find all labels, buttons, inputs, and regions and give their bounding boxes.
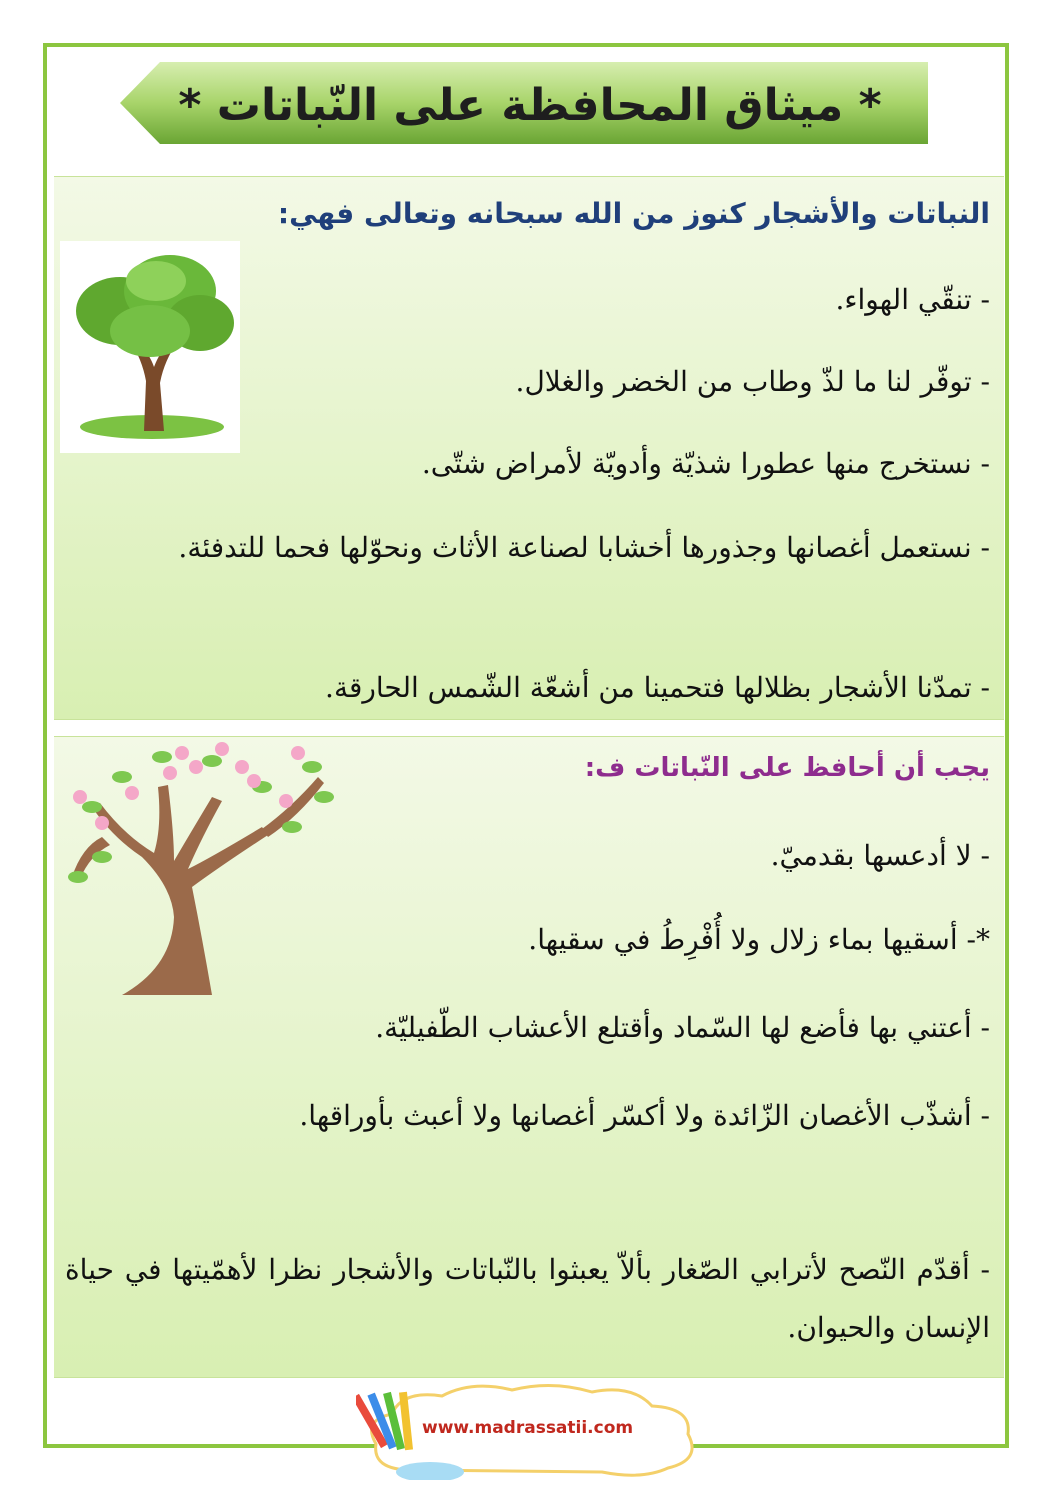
- website-link[interactable]: www.madrassatii.com: [422, 1418, 634, 1438]
- duty-item: - أشذّب الأغصان الزّائدة ولا أكسّر أغصانها ولا أعبث بأوراقها.: [299, 1099, 990, 1132]
- duty-item: - لا أدعسها بقدميّ.: [770, 839, 990, 872]
- duty-item: - أعتني بها فأضع لها السّماد وأقتلع الأعشاب الطّفيليّة.: [375, 1011, 990, 1044]
- benefits-section: [54, 176, 1004, 720]
- benefit-item: - نستعمل أغصانها وجذورها أخشابا لصناعة الأثاث ونحوّلها فحما للتدفئة.: [178, 531, 990, 564]
- duties-section: [54, 736, 1004, 1378]
- benefits-heading: النباتات والأشجار كنوز من الله سبحانه وتعالى فهي:: [277, 197, 990, 230]
- benefit-item: - نستخرج منها عطورا شذيّة وأدويّة لأمراض شتّى.: [421, 447, 990, 480]
- tree-icon: [60, 241, 240, 453]
- benefit-item: - تمدّنا الأشجار بظلالها فتحمينا من أشعّة الشّمس الحارقة.: [325, 671, 990, 704]
- duty-item: - أقدّم النّصح لأترابي الصّغار بألاّ يعبثوا بالنّباتات والأشجار نظرا لأهمّيتها في حياة الإنسان والحيوان.: [65, 1253, 990, 1344]
- blossom-tree-icon: [62, 737, 334, 995]
- duty-item: *- أسقيها بماء زلال ولا أُفْرِطُ في سقيها.: [528, 923, 990, 956]
- page-title: * ميثاق المحافظة على النّباتات *: [178, 79, 882, 131]
- duties-heading: يجب أن أحافظ على النّباتات ف:: [584, 753, 990, 783]
- benefit-item: - تنقّي الهواء.: [835, 283, 990, 316]
- tree-image: [60, 241, 240, 453]
- benefit-item: - توفّر لنا ما لذّ وطاب من الخضر والغلال.: [515, 365, 990, 398]
